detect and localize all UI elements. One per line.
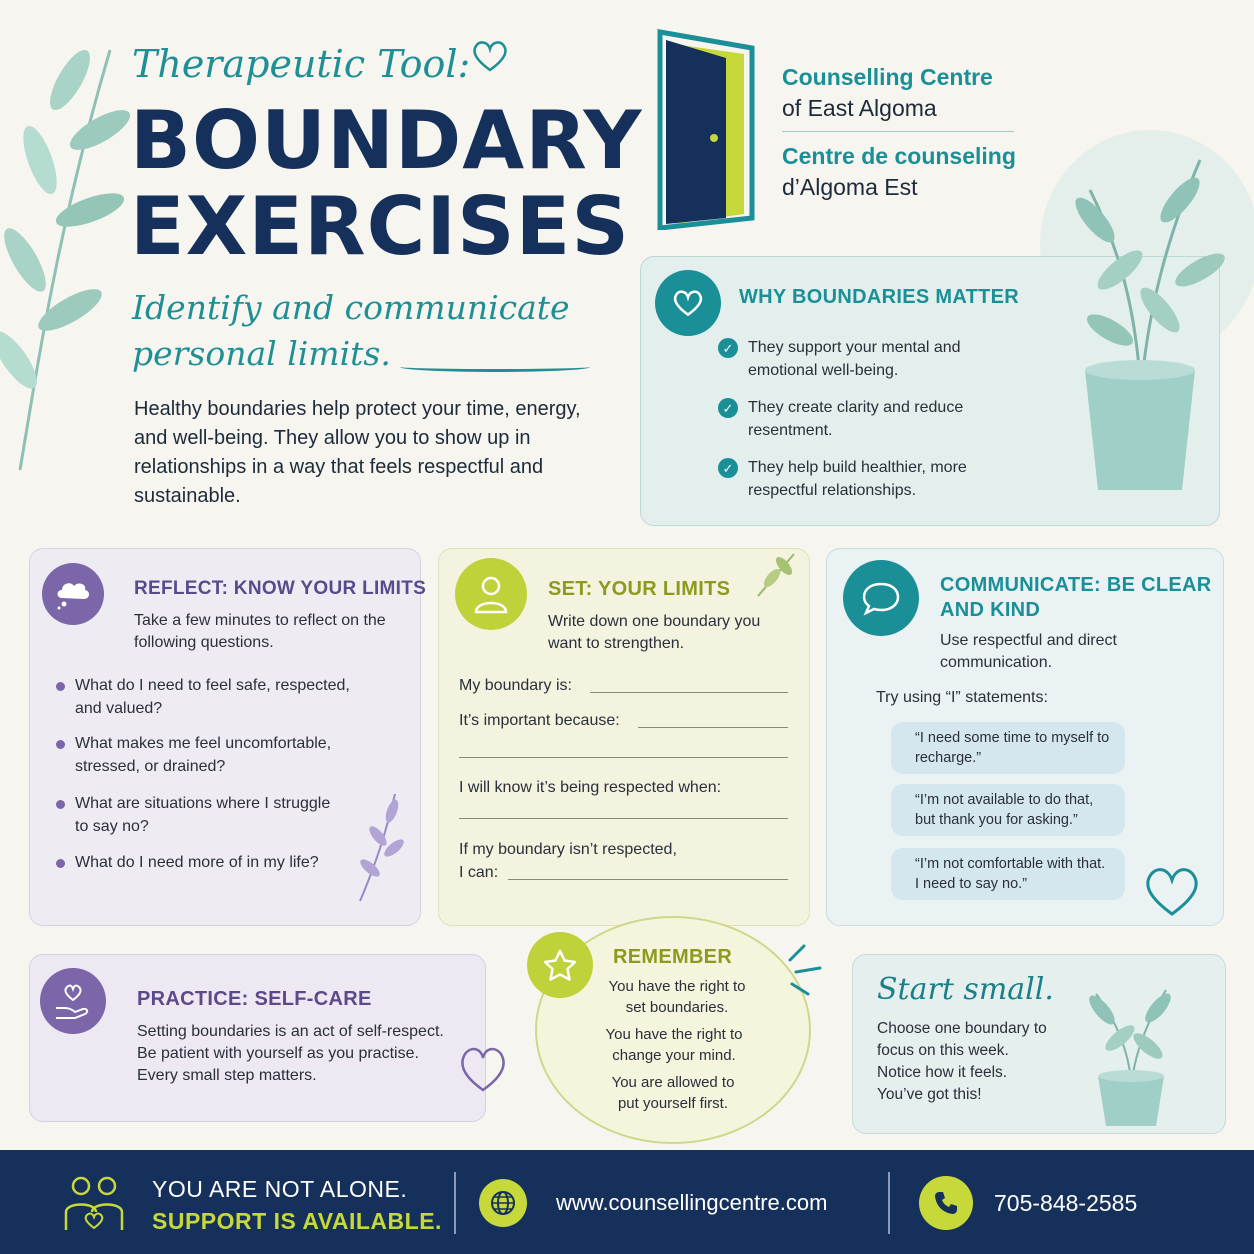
heart-icon [470,38,510,74]
reflect-intro: Take a few minutes to reflect on the following questions. [134,612,386,651]
i-statement-bubble: “I’m not comfortable with that. I need to say no.” [891,848,1125,900]
hand-heart-icon [53,982,93,1020]
remember-line-3: You are allowed to put yourself first. [611,1074,735,1112]
write-line[interactable] [459,757,788,758]
i-statement-bubble: “I need some time to myself to recharge.” [891,722,1125,774]
org-name-fr-2: d’Algoma Est [782,174,918,200]
tagline-underline [400,362,590,372]
why-item: ✓ They create clarity and reduce resentment. [718,396,1018,442]
set-intro: Write down one boundary you want to strengthen. [548,613,761,652]
footer-divider [454,1172,456,1234]
leaf-branch-illustration [0,20,130,480]
communicate-badge [843,560,919,636]
people-heart-icon [62,1170,126,1234]
write-line[interactable] [638,727,788,728]
page-title [130,94,643,273]
door-logo-icon [656,28,756,230]
website-link[interactable]: www.counsellingcentre.com [556,1190,828,1215]
check-icon: ✓ [718,398,738,418]
sparkle-lines-icon [786,942,826,1002]
communicate-intro: Use respectful and direct communication. [940,632,1117,671]
reflect-question: What are situations where I struggle to say no? [56,792,346,838]
thought-cloud-icon [54,578,92,610]
reflect-badge [42,563,104,625]
start-heading: Start small. [877,972,1054,1007]
reflect-question: What do I need more of in my life? [56,851,356,874]
org-divider [782,131,1014,132]
bullet-dot [56,800,65,809]
communicate-try: Try using “I” statements: [876,689,1048,706]
globe-badge [479,1179,527,1227]
reflect-question: What do I need to feel safe, respected, and valued? [56,674,356,720]
footer-line-1: YOU ARE NOT ALONE. [152,1176,408,1202]
bullet-dot [56,682,65,691]
check-icon: ✓ [718,338,738,358]
org-name-fr-1: Centre de counseling [782,143,1016,169]
subtitle: Therapeutic Tool: [132,42,471,86]
field-label-not-respected: If my boundary isn’t respected, [459,841,677,858]
why-item: ✓ They support your mental and emotional well-being. [718,336,1018,382]
intro-text: Healthy boundaries help protect your time, energy, and well-being. They allow you to show up in relationships in a way that feels respectful and sustainable. [134,398,581,507]
heart-outline-icon [1140,860,1204,920]
title-line-2: EXERCISES [130,180,630,273]
footer-divider [888,1172,890,1234]
set-badge [455,558,527,630]
heart-icon [671,288,705,318]
set-heading: SET: YOUR LIMITS [548,578,731,600]
potted-plant-illustration [1050,140,1230,500]
why-heart-badge [655,270,721,336]
leaf-sprig-icon [752,548,800,600]
phone-badge [919,1176,973,1230]
heart-outline-icon [455,1040,511,1096]
remember-heading: REMEMBER [613,946,733,968]
write-line[interactable] [508,879,788,880]
write-line[interactable] [590,692,788,693]
check-icon: ✓ [718,458,738,478]
remember-line-2: You have the right to change your mind. [605,1026,743,1064]
why-item: ✓ They help build healthier, more respectful relationships. [718,456,1018,502]
phone-number-link[interactable]: 705-848-2585 [994,1190,1138,1216]
org-name-en-1: Counselling Centre [782,64,993,90]
field-label-respected: I will know it’s being respected when: [459,779,722,796]
phone-icon [932,1189,960,1217]
bullet-dot [56,740,65,749]
remember-badge [527,932,593,998]
practice-body: Setting boundaries is an act of self-respect. Be patient with yourself as you practise. Every small step matters. [137,1023,444,1084]
speech-bubble-icon [861,580,901,616]
tagline-line-1: Identify and communicate [132,288,570,327]
person-icon [472,574,510,614]
tagline-line-2: personal limits. [132,334,391,373]
lavender-sprig-illustration [350,786,410,906]
practice-heading: PRACTICE: SELF-CARE [137,988,372,1010]
field-label-boundary: My boundary is: [459,677,572,694]
star-icon [542,948,578,982]
field-label-i-can: I can: [459,864,499,881]
reflect-heading: REFLECT: KNOW YOUR LIMITS [134,578,427,599]
start-body: Choose one boundary to focus on this week. Notice how it feels. You’ve got this! [877,1020,1047,1103]
remember-line-1: You have the right to set boundaries. [608,978,746,1016]
footer-line-2: SUPPORT IS AVAILABLE. [152,1208,442,1234]
globe-icon [489,1189,517,1217]
communicate-heading: COMMUNICATE: BE CLEAR AND KIND [940,574,1212,621]
i-statement-bubble: “I’m not available to do that, but thank you for asking.” [891,784,1125,836]
practice-badge [40,968,106,1034]
bullet-dot [56,859,65,868]
title-line-1: BOUNDARY [130,94,643,187]
org-name-en-2: of East Algoma [782,95,937,121]
small-plant-illustration [1076,980,1186,1130]
write-line[interactable] [459,818,788,819]
why-heading: WHY BOUNDARIES MATTER [739,286,1020,308]
reflect-question: What makes me feel uncomfortable, stressed, or drained? [56,732,346,778]
field-label-important: It’s important because: [459,712,620,729]
